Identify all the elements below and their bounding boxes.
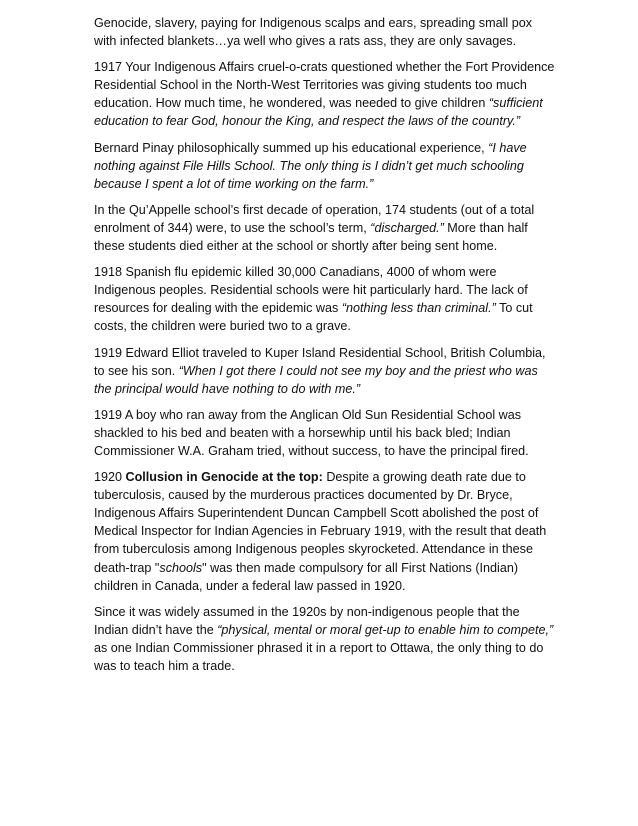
paragraph-1919-old-sun (94, 406, 556, 460)
paragraph-text: Bernard Pinay philosophically summed up his educational experience, (94, 140, 489, 155)
paragraph-quote: “I have nothing against File Hills School. The only thing is I didn’t get much schooling because I spent a lot of time working on the farm.” (94, 140, 527, 191)
paragraph-quote: “sufficient education to fear God, honour the King, and respect the laws of the country.” (94, 96, 543, 129)
paragraph-genocide-intro (94, 14, 556, 50)
paragraph-quote: “discharged.” (370, 220, 444, 235)
paragraph-1920s-trade (94, 603, 556, 675)
paragraph-1920 (94, 468, 556, 595)
paragraph-quote: “When I got there I could not see my boy and the priest who was the principal would have nothing to do with me.” (94, 363, 538, 396)
paragraph-text: To cut costs, the children were buried two to a grave. (94, 301, 533, 334)
paragraph-heading: Collusion in Genocide at the top: (125, 470, 323, 485)
paragraph-text: Genocide, slavery, paying for Indigenous scalps and ears, spreading small pox with infected blankets…ya well who gives a rats ass, they are only savages. (94, 16, 532, 49)
paragraph-text: 1920 (94, 470, 126, 485)
paragraph-text: " was then made compulsory for all First Nations (Indian) children in Canada, under a federal law passed in 1920. (94, 560, 519, 593)
paragraph-text: 1919 A boy who ran away from the Anglican Old Sun Residential School was shackled to his bed and beaten with a horsewhip until his back bled; Indian Commissioner W.A. Graham tried, without success, to have the principal fired. (94, 407, 529, 458)
paragraph-text: In the Qu’Appelle school’s first decade of operation, 174 students (out of a total enrolment of 344) were, to use the school’s term, (94, 202, 535, 235)
paragraph-text: 1919 Edward Elliot traveled to Kuper Island Residential School, British Columbia, to see his son. (94, 345, 546, 378)
paragraph-1919-elliot (94, 344, 556, 398)
paragraph-text: 1918 Spanish flu epidemic killed 30,000 Canadians, 4000 of whom were Indigenous peoples. Residential schools were hit particularly hard. The lack of resources for dealing with the epidemic was (94, 265, 528, 316)
paragraph-text: Since it was widely assumed in the 1920s by non-indigenous people that the Indian didn’t have the (94, 604, 520, 637)
paragraph-text: 1917 Your Indigenous Affairs cruel-o-crats questioned whether the Fort Providence Residential School in the North-West Territories was giving students too much education. How much time, he wondered, was needed to give children (94, 60, 555, 111)
paragraph-quote: “physical, mental or moral get-up to enable him to compete,” (217, 622, 554, 637)
paragraph-text: Despite a growing death rate due to tuberculosis, caused by the murderous practices documented by Dr. Bryce, Indigenous Affairs Superintendent Duncan Campbell Scott abolished the post of Medical Inspector for Indian Agencies in February 1919, with the result that death from tuberculosis among Indigenous peoples skyrocketed. Attendance in these death-trap " (94, 470, 547, 575)
paragraph-text: More than half these students died either at the school or shortly after being sent home. (94, 220, 528, 254)
paragraph-emphasis: schools (159, 560, 203, 575)
paragraph-quote: “nothing less than criminal.” (341, 301, 496, 316)
paragraph-1917 (94, 58, 556, 130)
document-body (94, 14, 556, 683)
paragraph-quappelle (94, 201, 556, 255)
paragraph-bernard-pinay (94, 139, 556, 193)
paragraph-text: as one Indian Commissioner phrased it in a report to Ottawa, the only thing to do was to teach him a trade. (94, 640, 544, 673)
paragraph-1918 (94, 263, 556, 335)
